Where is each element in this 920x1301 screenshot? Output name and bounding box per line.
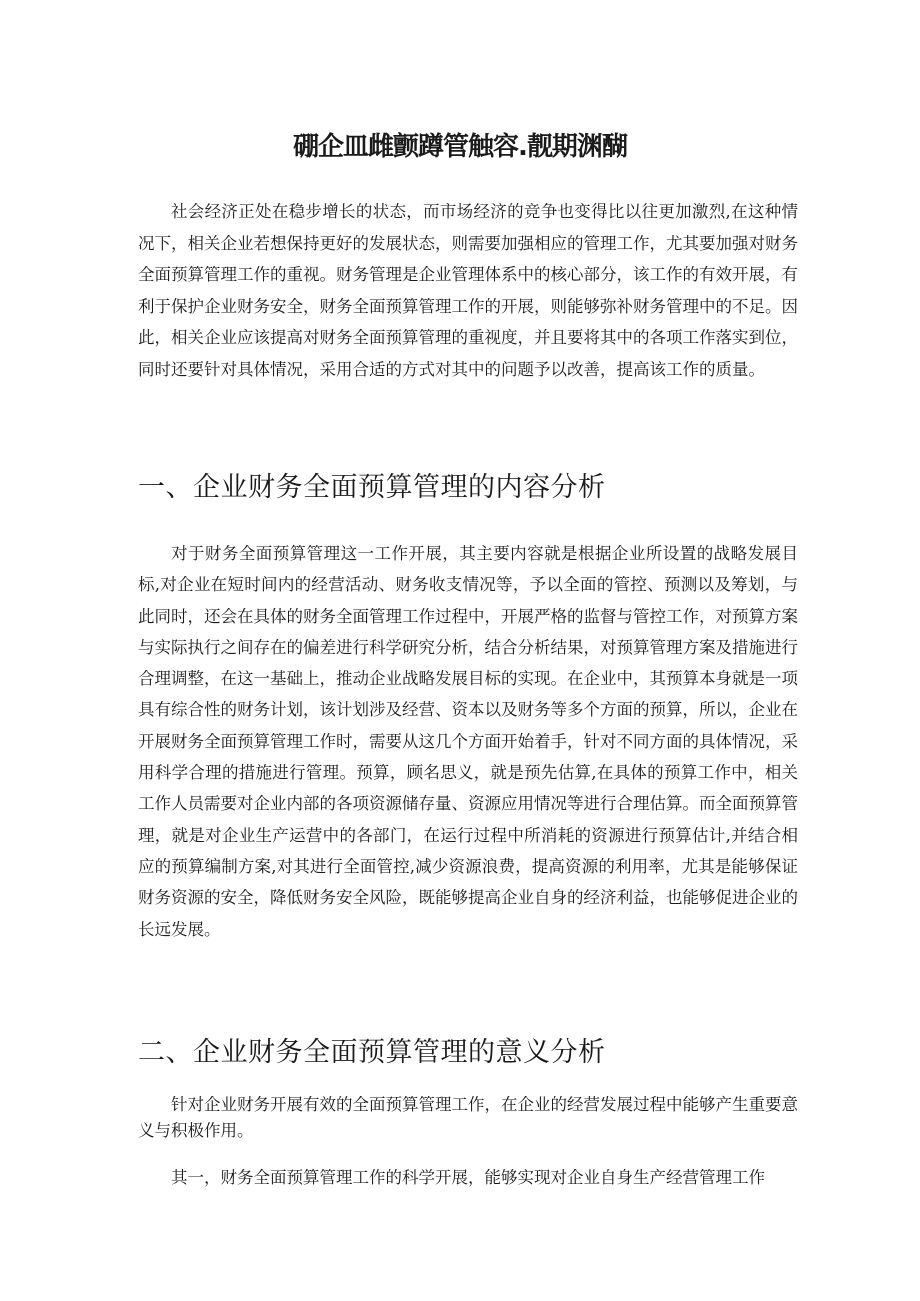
- intro-paragraph: 社会经济正处在稳步增长的状态，而市场经济的竞争也变得比以往更加激烈,在这种情况下，相关企业若想保持更好的发展状态，则需要加强相应的管理工作，尤其要加强对财务全面预算管理工作的重视。财务管理是企业管理体系中的核心部分，该工作的有效开展，有利于保护企业财务安全，财务全面预算管理工作的开展，则能够弥补财务管理中的不足。因此，相关企业应该提高对财务全面预算管理的重视度，并且要将其中的各项工作落实到位，同时还要针对具体情况，采用合适的方式对其中的问题予以改善，提高该工作的质量。: [138, 202, 798, 379]
- section-2-paragraph-2: 其一，财务全面预算管理工作的科学开展，能够实现对企业自身生产经营管理工作: [171, 1168, 765, 1187]
- section-1-heading: 一、企业财务全面预算管理的内容分析: [138, 472, 606, 503]
- section-2-heading: 二、企业财务全面预算管理的意义分析: [138, 1037, 606, 1068]
- section-2-paragraph-1: 针对企业财务开展有效的全面预算管理工作，在企业的经营发展过程中能够产生重要意义与积极作用。: [138, 1095, 798, 1140]
- document-title: 硼企皿雌颤蹲管触容.靓期渊醐: [293, 132, 627, 162]
- section-1-paragraph: 对于财务全面预算管理这一工作开展，其主要内容就是根据企业所设置的战略发展目标,对企业在短时间内的经营活动、财务收支情况等，予以全面的管控、预测以及筹划，与此同时，还会在具体的财务全面管理工作过程中，开展严格的监督与管控工作，对预算方案与实际执行之间存在的偏差进行科学研究分析，结合分析结果，对预算管理方案及措施进行合理调整，在这一基础上，推动企业战略发展目标的实现。在企业中，其预算本身就是一项具有综合性的财务计划，该计划涉及经营、资本以及财务等多个方面的预算，所以，企业在开展财务全面预算管理工作时，需要从这几个方面开始着手，针对不同方面的具体情况，采用科学合理的措施进行管理。预算，顾名思义，就是预先估算,在具体的预算工作中，相关工作人员需要对企业内部的各项资源储存量、资源应用情况等进行合理估算。而全面预算管理，就是对企业生产运营中的各部门，在运行过程中所消耗的资源进行预算估计,并结合相应的预算编制方案,对其进行全面管控,减少资源浪费，提高资源的利用率，尤其是能够保证财务资源的安全，降低财务安全风险，既能够提高企业自身的经济利益，也能够促进企业的长远发展。: [138, 544, 798, 939]
